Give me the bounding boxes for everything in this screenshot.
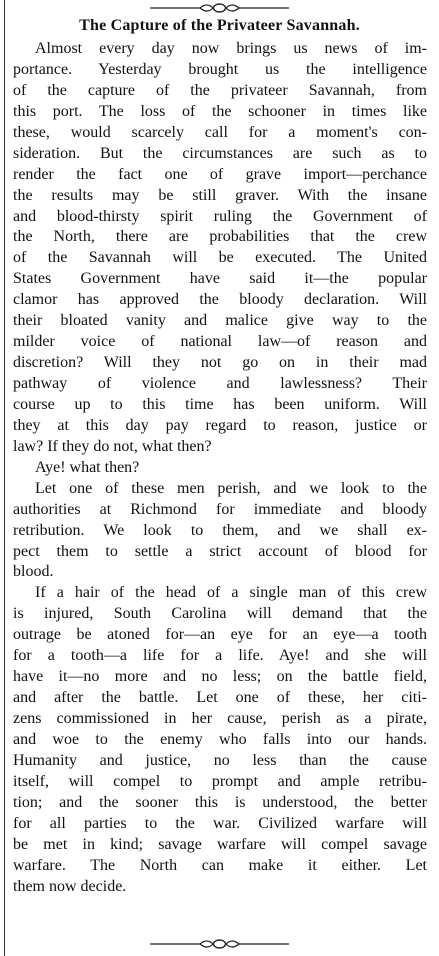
text-line: Aye! what then? — [35, 458, 140, 476]
text-line: retribution. We look to them, and we shall ex- — [13, 521, 427, 539]
text-line: they at this day pay regard to reason, justice or — [13, 416, 427, 434]
column-rule — [4, 0, 5, 956]
text-line: them now decide. — [13, 877, 127, 895]
text-line: blood. — [13, 563, 54, 581]
text-line: discretion? Will they not go on in their mad — [13, 354, 427, 372]
text-line: tion; and the sooner this is understood, the better — [13, 793, 427, 811]
text-line: their bloated vanity and malice give way to the — [13, 312, 427, 330]
text-line: these, would scarcely call for a moment's con- — [13, 123, 427, 141]
text-line: and after the battle. Let one of these, her citi- — [13, 689, 427, 707]
text-line: portance. Yesterday brought us the intelligence — [13, 60, 427, 78]
text-line: have it—no more and no less; on the battle field, — [13, 668, 427, 686]
top-ornament-rule — [0, 0, 439, 16]
paragraph-2 — [13, 458, 427, 479]
text-line: the North, there are probabilities that the crew — [13, 228, 427, 246]
paragraph-3 — [13, 479, 427, 584]
paragraph-1 — [13, 39, 427, 458]
text-line: law? If they do not, what then? — [13, 437, 212, 455]
text-line: If a hair of the head of a single man of this crew — [35, 584, 427, 602]
text-line: for a tooth—a life for a life. Aye! and she will — [13, 647, 427, 665]
text-line: outrage be atoned for—an eye for an eye—a tooth — [13, 626, 427, 644]
text-line: course up to this time has been uniform. Will — [13, 395, 427, 413]
text-line: milder voice of national law—of reason and — [13, 333, 427, 351]
text-line: States Government have said it—the popular — [13, 270, 427, 288]
text-line: the results may be still graver. With the insane — [13, 186, 427, 204]
paragraph-4 — [13, 583, 427, 897]
text-line: and blood-thirsty spirit ruling the Government of — [13, 207, 427, 225]
text-line: clamor has approved the bloody declaration. Will — [13, 291, 427, 309]
text-line: of the Savannah will be executed. The United — [13, 249, 427, 267]
text-line: itself, will compel to prompt and ample retribu- — [13, 772, 427, 790]
text-line: pathway of violence and lawlessness? Their — [13, 375, 427, 392]
text-line: Let one of these men perish, and we look to the — [35, 479, 427, 497]
text-line: zens commissioned in her cause, perish as a pirate, — [13, 710, 427, 727]
text-line: sideration. But the circumstances are such as to — [13, 144, 427, 162]
text-line: warfare. The North can make it either. Let — [13, 856, 427, 874]
text-line: of the capture of the privateer Savannah, from — [13, 81, 427, 99]
bottom-ornament-rule — [0, 936, 439, 952]
text-line: be met in kind; savage warfare will compel savage — [13, 835, 427, 853]
article-body — [13, 39, 427, 897]
text-line: Almost every day now brings us news of im- — [35, 40, 427, 57]
article-title: The Capture of the Privateer Savannah. — [79, 17, 360, 34]
text-line: is injured, South Carolina will demand that the — [13, 605, 427, 623]
text-line: pect them to settle a strict account of blood for — [13, 542, 427, 560]
text-line: for all parties to the war. Civilized warfare will — [13, 814, 427, 832]
text-line: render the fact one of grave import—perchance — [13, 165, 427, 183]
text-line: this port. The loss of the schooner in times like — [13, 102, 427, 120]
text-line: and woe to the enemy who falls into our hands. — [13, 730, 427, 748]
text-line: authorities at Richmond for immediate and bloody — [13, 500, 427, 518]
text-line: Humanity and justice, no less than the cause — [13, 751, 427, 769]
